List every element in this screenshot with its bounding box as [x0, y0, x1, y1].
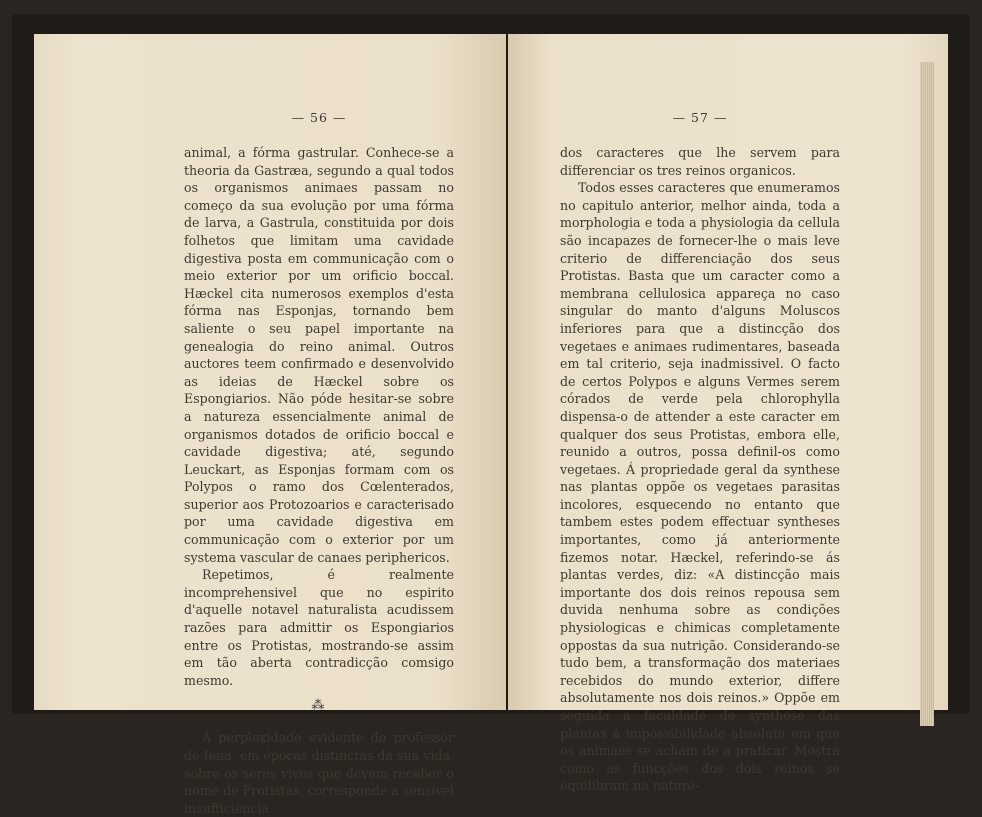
paragraph: Repetimos, é realmente incomprehensivel que no espirito d'aquelle notavel naturalista acudissem razões para admittir os Espongiarios entre os Protistas, mostrando-se assim em tão aberta contradicção comsigo mesmo. [184, 567, 454, 688]
paragraph: dos caracteres que lhe servem para differenciar os tres reinos organicos. [560, 145, 840, 178]
page-edges [920, 62, 934, 726]
paragraph: animal, a fórma gastrular. Conhece-se a theoria da Gastræa, segundo a qual todos os organismos animaes passam no começo da sua evolução por uma fórma de larva, a Gastrula, constituida por dois folhetos que limitam uma cavidade digestiva posta em communicação com o meio exterior por um orificio boccal. Hæckel cita numerosos exemplos d'esta fórma nas Esponjas, tornando bem saliente o seu papel importante na genealogia do reino animal. Outros auctores teem confirmado e desenvolvido as ideias de Hæckel sobre os Espongiarios. Não póde hesitar-se sobre a natureza essencialmente animal de organismos dotados de orificio boccal e cavidade digestiva; até, segundo Leuckart, as Esponjas formam com os Polypos o ramo dos Cœlenterados, superior aos Protozoarios e caracterisado por uma cavidade digestiva em communicação com o exterior por um systema vascular de canaes periphericos. [184, 145, 454, 565]
page-number: — 56 — [291, 110, 347, 125]
right-page [508, 34, 948, 794]
open-book [12, 14, 970, 816]
page-number: — 57 — [672, 110, 728, 125]
paragraph: Todos esses caracteres que enumeramos no capitulo anterior, melhor ainda, toda a morphologia e toda a physiologia da cellula são incapazes de fornecer-lhe o mais leve criterio de differenciação dos seus Protistas. Basta que um caracter como a membrana cellulosica appareça no caso singular do manto d'alguns Moluscos inferiores para que a distincção dos vegetaes e animaes rudimentares, baseada em tal criterio, seja inadmissivel. O facto de certos Polypos e alguns Vermes serem córados de verde pela chlorophylla dispensa-o de attender a este caracter em qualquer dos seus Protistas, embora elle, reunido a outros, possa definil-os como vegetaes. Á propriedade geral da synthese nas plantas oppõe os vegetaes parasitas incolores, esquecendo no entanto que tambem estes podem effectuar syntheses importantes, como já anteriormente fizemos notar. Hæckel, referindo-se ás plantas verdes, diz: «A distincção mais importante dos dois reinos repousa sem duvida nenhuma sobre as condições physiologicas e chimicas completamente oppostas da sua nutrição. Considerando-se tudo bem, a transformação dos materiaes recebidos do mundo exterior, differe absolutamente nos dois reinos.» Oppõe em seguida a faculdade de synthese das plantas á impossibilidade absoluta em que os animaes se acham de a praticar. Mostra como as funcções dos dois reinos se equilibram na nature- [560, 180, 840, 794]
paragraph: Á perplexidade evidente do professor de Iena, em épocas distinctas da sua vida, sobre os seres vivos que devem receber o nome de Protistas, corresponde a sensivel insufficiencia [184, 730, 454, 816]
section-ornament: ⁂ [311, 698, 327, 714]
left-page [34, 34, 506, 816]
